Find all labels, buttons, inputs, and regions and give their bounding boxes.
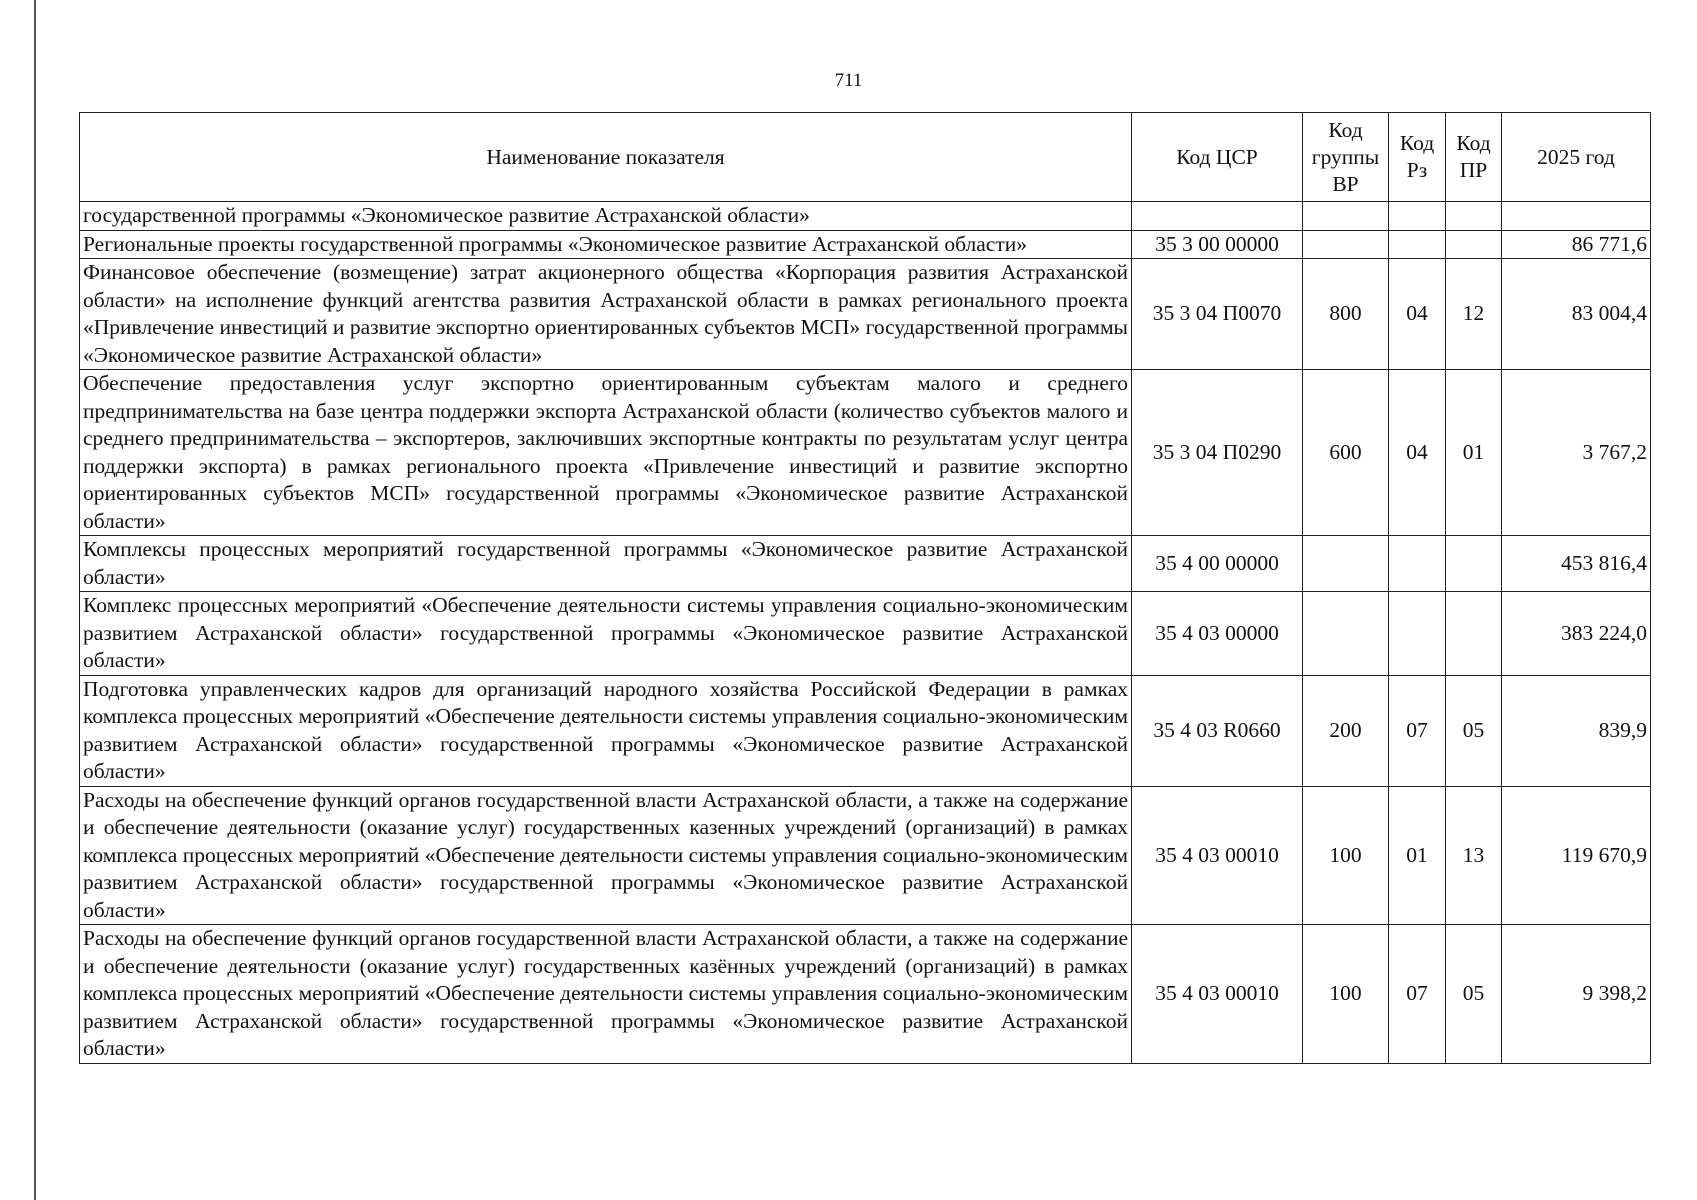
row-csr: 35 4 03 00010 [1132,925,1303,1064]
row-name: Обеспечение предоставления услуг экспортно ориентированным субъектам малого и среднего предпринимательства на базе центра поддержки экспорта Астраханской области (количество субъектов малого и среднего предпринимательства – экспортеров, заключивших экспортные контракты по результатам услуг центра поддержки экспорта) в рамках регионального проекта «Привлечение инвестиций и развитие экспортно ориентированных субъектов МСП» государственной программы «Экономическое развитие Астраханской области» [80,370,1132,536]
row-csr: 35 4 03 00010 [1132,786,1303,925]
row-pr: 01 [1446,370,1502,536]
table-row [80,925,1651,1064]
row-csr: 35 4 00 00000 [1132,536,1303,592]
row-rz [1389,230,1446,259]
row-csr: 35 4 03 R0660 [1132,675,1303,786]
row-name: Подготовка управленческих кадров для организаций народного хозяйства Российской Федерации в рамках комплекса процессных мероприятий «Обеспечение деятельности системы управления социально-экономическим развитием Астраханской области» государственной программы «Экономическое развитие Астраханской области» [80,675,1132,786]
table-row [80,675,1651,786]
row-pr: 12 [1446,259,1502,370]
table-row [80,536,1651,592]
row-rz: 04 [1389,259,1446,370]
row-vr: 600 [1303,370,1389,536]
row-pr: 13 [1446,786,1502,925]
table-row [80,786,1651,925]
row-name: Финансовое обеспечение (возмещение) затрат акционерного общества «Корпорация развития Астраханской области» на исполнение функций агентства развития Астраханской области в рамках регионального проекта «Привлечение инвестиций и развитие экспортно ориентированных субъектов МСП» государственной программы «Экономическое развитие Астраханской области» [80,259,1132,370]
row-csr [1132,202,1303,231]
row-pr [1446,230,1502,259]
row-amount: 839,9 [1502,675,1651,786]
row-amount: 83 004,4 [1502,259,1651,370]
row-name: Расходы на обеспечение функций органов государственной власти Астраханской области, а также на содержание и обеспечение деятельности (оказание услуг) государственных казенных учреждений (организаций) в рамках комплекса процессных мероприятий «Обеспечение деятельности системы управления социально-экономическим развитием Астраханской области» государственной программы «Экономическое развитие Астраханской области» [80,786,1132,925]
row-csr: 35 4 03 00000 [1132,592,1303,676]
row-amount: 453 816,4 [1502,536,1651,592]
row-amount: 3 767,2 [1502,370,1651,536]
header-pr: Код ПР [1446,113,1502,202]
header-rz: Код Рз [1389,113,1446,202]
row-rz: 07 [1389,675,1446,786]
row-rz: 07 [1389,925,1446,1064]
table-body [80,202,1651,1064]
row-pr [1446,536,1502,592]
row-rz [1389,202,1446,231]
table-row [80,370,1651,536]
row-name: Расходы на обеспечение функций органов государственной власти Астраханской области, а также на содержание и обеспечение деятельности (оказание услуг) государственных казённых учреждений (организаций) в рамках комплекса процессных мероприятий «Обеспечение деятельности системы управления социально-экономическим развитием Астраханской области» государственной программы «Экономическое развитие Астраханской области» [80,925,1132,1064]
row-vr [1303,536,1389,592]
row-vr: 200 [1303,675,1389,786]
row-vr: 100 [1303,925,1389,1064]
row-amount: 119 670,9 [1502,786,1651,925]
scan-edge-line [34,0,36,1200]
row-pr [1446,202,1502,231]
row-csr: 35 3 04 П0070 [1132,259,1303,370]
header-name: Наименование показателя [80,113,1132,202]
row-vr: 800 [1303,259,1389,370]
row-vr: 100 [1303,786,1389,925]
row-amount: 9 398,2 [1502,925,1651,1064]
row-amount: 86 771,6 [1502,230,1651,259]
table-row [80,592,1651,676]
row-vr [1303,202,1389,231]
table-row [80,259,1651,370]
row-rz: 04 [1389,370,1446,536]
row-amount [1502,202,1651,231]
table-row [80,230,1651,259]
row-vr [1303,230,1389,259]
table-header [80,113,1651,202]
row-csr: 35 3 04 П0290 [1132,370,1303,536]
row-pr: 05 [1446,925,1502,1064]
budget-table [79,112,1651,1064]
row-rz [1389,536,1446,592]
header-csr: Код ЦСР [1132,113,1303,202]
row-csr: 35 3 00 00000 [1132,230,1303,259]
header-row [80,113,1651,202]
row-pr: 05 [1446,675,1502,786]
row-amount: 383 224,0 [1502,592,1651,676]
header-vr: Код группы ВР [1303,113,1389,202]
row-pr [1446,592,1502,676]
row-vr [1303,592,1389,676]
header-year: 2025 год [1502,113,1651,202]
row-name: Региональные проекты государственной программы «Экономическое развитие Астраханской области» [80,230,1132,259]
page-number: 711 [834,70,863,91]
row-name: Комплексы процессных мероприятий государственной программы «Экономическое развитие Астраханской области» [80,536,1132,592]
row-rz: 01 [1389,786,1446,925]
row-name: Комплекс процессных мероприятий «Обеспечение деятельности системы управления социально-экономическим развитием Астраханской области» государственной программы «Экономическое развитие Астраханской области» [80,592,1132,676]
row-rz [1389,592,1446,676]
row-name: государственной программы «Экономическое развитие Астраханской области» [80,202,1132,231]
table-row [80,202,1651,231]
